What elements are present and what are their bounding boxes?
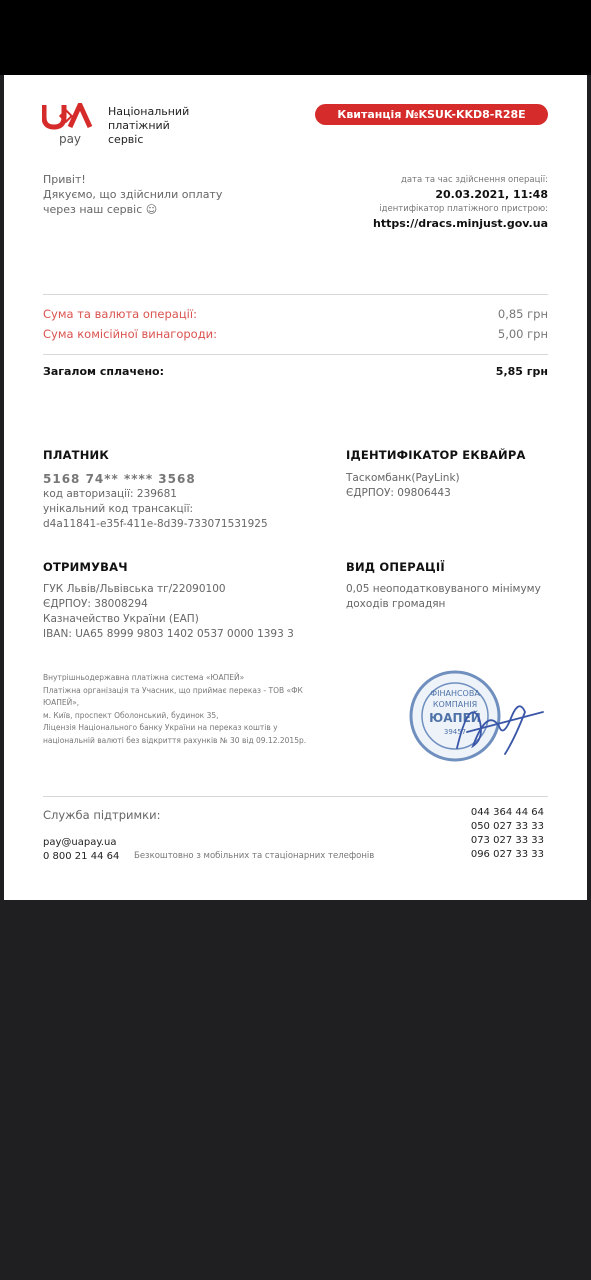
brand-line: Національний [108, 105, 190, 118]
greeting-line: Привіт! [43, 173, 86, 186]
uapay-logo-icon [42, 103, 98, 147]
divider [43, 294, 548, 295]
datetime-label: дата та час здійснення операції: [400, 175, 548, 185]
logo-pay-text: pay [58, 132, 82, 146]
stamp-text: ЮАПЕЙ [429, 711, 481, 725]
support-title: Служба підтримки: [43, 808, 161, 822]
support-phone-link[interactable]: 050 027 33 33 [470, 821, 544, 832]
support-phone-link[interactable]: 044 364 44 64 [470, 807, 544, 818]
recipient-section [43, 560, 294, 642]
receipt-page [4, 75, 587, 900]
payer-unique-label: унікальний код трансакції: [43, 503, 194, 515]
recipient-line: Казначейство України (ЕАП) [43, 613, 199, 625]
sum-value: 0,85 грн [497, 307, 548, 321]
recipient-title: ОТРИМУВАЧ [43, 560, 128, 574]
support-phone-link[interactable]: 073 027 33 33 [470, 835, 544, 846]
legal-line: ЮАПЕЙ», [43, 698, 80, 707]
support-free-phone-link[interactable]: 0 800 21 44 64 [43, 851, 120, 862]
stamp-text: 39457 [443, 728, 467, 736]
top-black-band [0, 0, 591, 75]
stamp-text: ФІНАНСОВА [430, 689, 480, 698]
legal-line: Внутрішньодержавна платіжна система «ЮАПЕЙ» [43, 673, 245, 682]
divider [43, 796, 548, 797]
device-value: https://dracs.minjust.gov.ua [373, 217, 548, 230]
operation-title: ВИД ОПЕРАЦІЇ [346, 560, 445, 574]
brand-line: платіжний [108, 119, 170, 132]
legal-info [43, 672, 343, 747]
total-value: 5,85 грн [495, 365, 548, 378]
acquirer-section [346, 448, 526, 501]
support-email-link[interactable]: pay@uapay.ua [43, 837, 117, 848]
greeting-line: Дякуємо, що здійснили оплату [43, 188, 223, 201]
operation-line: доходів громадян [346, 598, 446, 610]
legal-line: Ліцензія Національного банку України на переказ коштів у [43, 723, 278, 732]
operation-section [346, 560, 541, 612]
acquirer-title: ІДЕНТИФІКАТОР ЕКВАЙРА [346, 448, 526, 462]
recipient-line: IBAN: UA65 8999 9803 1402 0537 0000 1393 3 [43, 628, 294, 640]
receipt-number-badge: Квитанція №KSUK-KKD8-R28E [315, 104, 548, 125]
acquirer-bank: Таскомбанк(PayLink) [346, 472, 460, 484]
operation-line: 0,05 неоподатковуваного мінімуму [346, 583, 541, 595]
total-label: Загалом сплачено: [43, 365, 165, 378]
brand-line: сервіс [108, 133, 144, 146]
payer-section [43, 448, 268, 532]
recipient-line: ЄДРПОУ: 38008294 [43, 598, 148, 610]
payer-card-number: 5168 74** **** 3568 [43, 472, 196, 486]
company-stamp [407, 668, 549, 770]
fee-value: 5,00 грн [497, 327, 548, 341]
stamp-text: КОМПАНІЯ [432, 700, 478, 709]
legal-line: м. Київ, проспект Оболонський, будинок 35, [43, 710, 219, 720]
support-phone-link[interactable]: 096 027 33 33 [470, 849, 544, 860]
greeting [43, 172, 222, 217]
uapay-logo [42, 103, 98, 147]
legal-line: Платіжна організація та Учасник, що приймає переказ - ТОВ «ФК [43, 685, 303, 695]
support-free-note: Безкоштовно з мобільних та стаціонарних телефонів [134, 851, 375, 861]
support-phones [471, 806, 544, 862]
operation-meta [373, 174, 548, 232]
sum-label: Сума та валюта операції: [43, 307, 197, 321]
greeting-line: через наш сервіс ☺ [43, 203, 158, 216]
brand-name [108, 105, 189, 147]
acquirer-edrpou: ЄДРПОУ: 09806443 [346, 487, 451, 499]
datetime-value: 20.03.2021, 11:48 [435, 188, 548, 201]
fee-label: Сума комісійної винагороди: [43, 327, 217, 341]
divider [43, 354, 548, 355]
stamp-signature-icon [407, 668, 549, 770]
payer-title: ПЛАТНИК [43, 448, 109, 462]
recipient-line: ГУК Львів/Львівська тг/22090100 [43, 583, 226, 595]
payer-auth-code: код авторизації: 239681 [43, 488, 177, 500]
device-label: ідентифікатор платіжного пристрою: [379, 204, 548, 214]
payer-unique-value: d4a11841-e35f-411e-8d39-733071531925 [43, 518, 268, 530]
legal-line: національній валюті без відкриття рахунків № 30 від 09.12.2015р. [43, 735, 307, 745]
